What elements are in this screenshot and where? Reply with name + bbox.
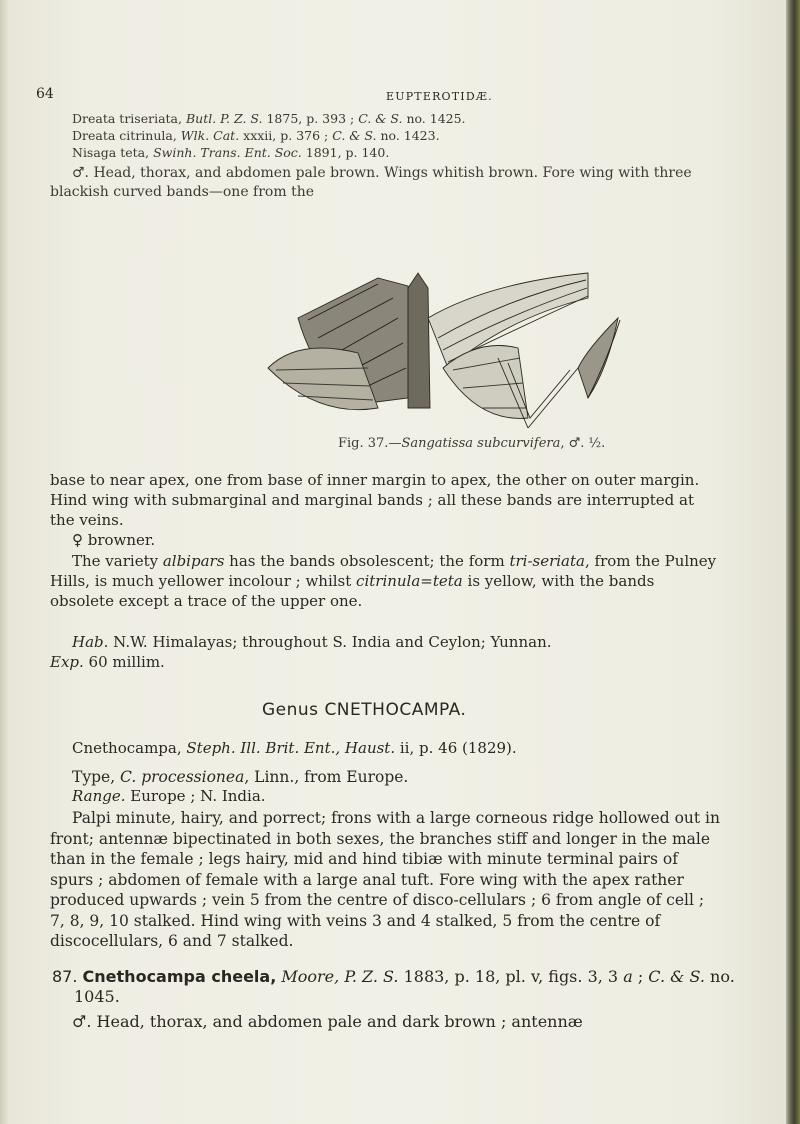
moth-illustration bbox=[268, 273, 620, 428]
synonym-line: Dreata citrinula, Wlk. Cat. xxxii, p. 376 ; C. & S. no. 1423. bbox=[72, 128, 440, 143]
genus-type: Type, C. processionea, Linn., from Europe. bbox=[72, 768, 409, 786]
book-page bbox=[8, 0, 786, 1124]
synonym-line: Dreata triseriata, Butl. P. Z. S. 1875, p. 393 ; C. & S. no. 1425. bbox=[72, 111, 466, 126]
genus-characters: Palpi minute, hairy, and porrect; frons with a large corneous ridge hollowed out in front; antennæ bipectinated in both sexes, the branches stiff and longer in the male than in the female ; legs hairy, mid and hind tibiæ with minute terminal pairs of spurs ; abdomen of female with a large anal tuft. Fore wing with the apex rather produced upwards ; vein 5 from the centre of disco-cellulars ; 6 from angle of cell ; 7, 8, 9, 10 stalked. Hind wing with veins 3 and 4 stalked, 5 from the centre of discocellulars, 6 and 7 stalked. bbox=[50, 809, 720, 950]
genus-heading: Genus CNETHOCAMPA. bbox=[262, 700, 467, 720]
genus-citation: Cnethocampa, Steph. Ill. Brit. Ent., Haust. ii, p. 46 (1829). bbox=[72, 739, 517, 757]
species-entry: 87. Cnethocampa cheela, Moore, P. Z. S. 1883, p. 18, pl. v, figs. 3, 3 a ; C. & S. no. 1045. bbox=[52, 967, 735, 1006]
variety-paragraph: The variety albipars has the bands obsolescent; the form tri-seriata, from the Pulney Hills, is much yellower incolour ; whilst citrinula=teta is yellow, with the bands obsolete except a trace of the upper one. bbox=[50, 552, 717, 610]
female-note: ♀ browner. bbox=[72, 531, 156, 549]
description-intro: ♂. Head, thorax, and abdomen pale brown. Wings whitish brown. Fore wing with three blackish curved bands—one from the bbox=[50, 165, 692, 200]
genus-range: Range. Europe ; N. India. bbox=[72, 787, 266, 805]
description-continued: base to near apex, one from base of inner margin to apex, the other on outer margin. Hind wing with submarginal and marginal bands ; all these bands are interrupted at the veins. bbox=[50, 471, 700, 529]
running-title: EUPTEROTIDÆ. bbox=[386, 90, 493, 103]
synonym-line: Nisaga teta, Swinh. Trans. Ent. Soc. 1891, p. 140. bbox=[72, 145, 390, 160]
book-spine bbox=[786, 0, 800, 1124]
figure-caption: Fig. 37.—Sangatissa subcurvifera, ♂. ½. bbox=[338, 436, 606, 451]
page-number: 64 bbox=[36, 86, 54, 102]
species-description: ♂. Head, thorax, and abdomen pale and dark brown ; antennæ bbox=[72, 1012, 583, 1031]
page-left-edge bbox=[0, 0, 8, 1124]
moth-figure bbox=[258, 258, 728, 428]
habitat-paragraph: Hab. N.W. Himalayas; throughout S. India and Ceylon; Yunnan. Exp. 60 millim. bbox=[50, 633, 552, 671]
